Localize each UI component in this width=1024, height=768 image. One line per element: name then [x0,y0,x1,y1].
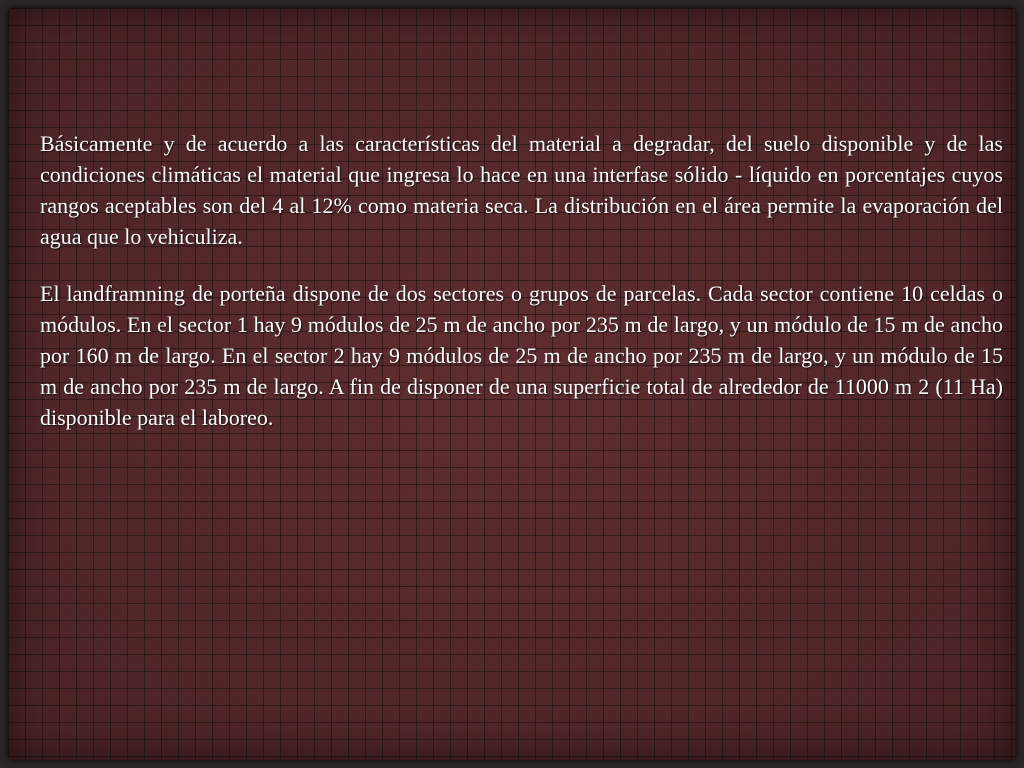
paragraph-1: Básicamente y de acuerdo a las características del material a degradar, del suelo disponible y de las condiciones climáticas el material que ingresa lo hace en una interfase sólido - líquido en porcentajes cuyos rangos aceptables son del 4 al 12% como materia seca. La distribución en el área permite la evaporación del agua que lo vehiculiza. [40,131,1003,249]
slide [8,8,1016,760]
paragraph-2: El landframning de porteña dispone de dos sectores o grupos de parcelas. Cada sector contiene 10 celdas o módulos. En el sector 1 hay 9 módulos de 25 m de ancho por 235 m de largo, y un módulo de 15 m de ancho por 160 m de largo. En el sector 2 hay 9 módulos de 25 m de ancho por 235 m de largo, y un módulo de 15 m de ancho por 235 m de largo. A fin de disponer de una superficie total de alrededor de 11000 m 2 (11 Ha) disponible para el laboreo. [40,281,1003,430]
slide-body [40,128,1003,459]
